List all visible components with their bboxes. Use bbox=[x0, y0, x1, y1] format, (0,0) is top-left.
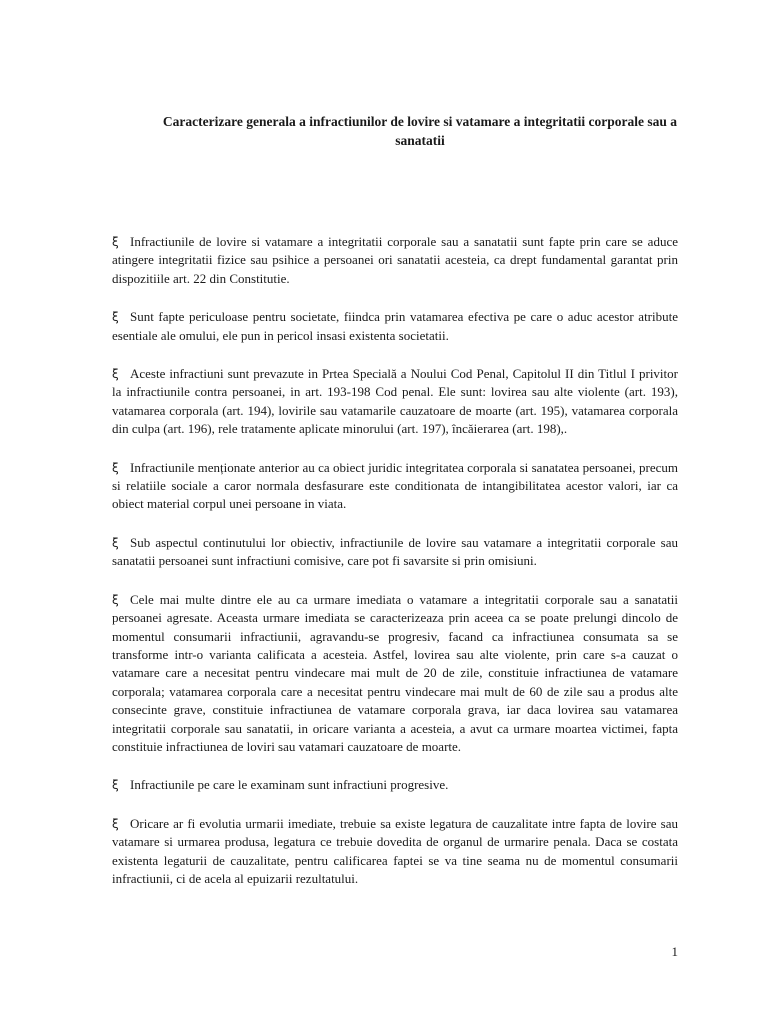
paragraph-text: Infractiunile de lovire si vatamare a integritatii corporale sau a sanatatii sunt fapte prin care se aduce atingere integritatii fizice sau psihice a persoanei ori sanatatii acesteia, ca drept fundamental garantat prin dispozitiile art. 22 din Constitutie. bbox=[112, 234, 678, 286]
bullet-icon: ξ bbox=[112, 235, 119, 249]
paragraph-text: Cele mai multe dintre ele au ca urmare imediata o vatamare a integritatii corporale sau a sanatatii persoanei agresate. Aceasta urmare imediata se caracterizeaza prin aceea ca se poate prelungi dincolo de momentul consumarii infractiunii, agravandu-se progresiv, facand ca infractiunea consumata sa se transforme intr-o varianta calificata a acesteia. Astfel, lovirea sau alte violente, prin care s-a cauzat o vatamare care a necesitat pentru vindecare mai mult de 20 de zile, constituie infractiunea de vatamare corporala; vatamarea corporala care a necesitat pentru vindecare mai mult de 60 de zile sau a produs alte consecinte grave, constituie infractiunea de vatamare corporala grava, iar daca lovirea sau vatamarea integritatii corporale sau sanatatii, in oricare varianta a acesteia, a avut ca urmare moartea victimei, fapta constituie infractiunea de loviri sau vatamari cauzatoare de moarte. bbox=[112, 591, 678, 754]
document-title: Caracterizare generala a infractiunilor de lovire si vatamare a integritatii corporale sau a sanatatii bbox=[162, 114, 678, 148]
bullet-icon: ξ bbox=[112, 778, 119, 793]
bullet-icon: ξ bbox=[112, 592, 119, 607]
page-number: 1 bbox=[671, 944, 678, 959]
paragraph bbox=[112, 308, 678, 345]
paragraph bbox=[112, 459, 678, 514]
bullet-icon: ξ bbox=[112, 460, 119, 475]
paragraph-text: Infractiunile pe care le examinam sunt infractiuni progresive. bbox=[130, 777, 449, 793]
bullet-icon: ξ bbox=[112, 816, 119, 831]
bullet-icon: ξ bbox=[112, 535, 119, 550]
paragraph bbox=[112, 534, 678, 571]
bullet-icon: ξ bbox=[112, 367, 119, 382]
paragraph bbox=[112, 815, 678, 889]
paragraph-text: Aceste infractiuni sunt prevazute in Prtea Specială a Noului Cod Penal, Capitolul II din Titlul I privitor la infractiunile contra persoanei, in art. 193-198 Cod penal. Ele sunt: lovirea sau alte violente (art. 193), vatamarea corporala (art. 194), lovirile sau vatamarile cauzatoare de moarte (art. 195), vatamarea corporala din culpa (art. 196), rele tratamente aplicate minorului (art. 197), încăierarea (art. 198),. bbox=[112, 366, 678, 437]
paragraph-text: Oricare ar fi evolutia urmarii imediate, trebuie sa existe legatura de cauzalitate intre fapta de lovire sau vatamare si urmarea produsa, legatura ce trebuie dovedita de organul de urmarire penala. Daca se costata existenta legaturii de cauzalitate, pentru calificarea faptei se va tine seama nu de momentul consumarii infractiunii, ci de acela al epuizarii rezultatului. bbox=[112, 815, 678, 886]
paragraph bbox=[112, 776, 678, 794]
bullet-icon: ξ bbox=[112, 310, 119, 325]
paragraph-text: Infractiunile menționate anterior au ca obiect juridic integritatea corporala si sanatatea persoanei, precum si relatiile sociale a caror normala desfasurare este conditionata de intangibilitatea acestor valori, iar ca obiect material corpul unei persoane in viata. bbox=[112, 459, 678, 512]
paragraph-text: Sunt fapte periculoase pentru societate, fiindca prin vatamarea efectiva pe care o aduc acestor atribute esentiale ale omului, ele pun in pericol insasi existenta societatii. bbox=[112, 309, 678, 343]
paragraph bbox=[112, 591, 678, 757]
paragraph bbox=[112, 365, 678, 439]
paragraph-text: Sub aspectul continutului lor obiectiv, infractiunile de lovire sau vatamare a integritatii corporale sau sanatatii persoanei sunt infractiuni comisive, care pot fi savarsite si prin omisiuni. bbox=[112, 534, 678, 569]
document-body bbox=[112, 233, 678, 908]
paragraph bbox=[112, 233, 678, 288]
